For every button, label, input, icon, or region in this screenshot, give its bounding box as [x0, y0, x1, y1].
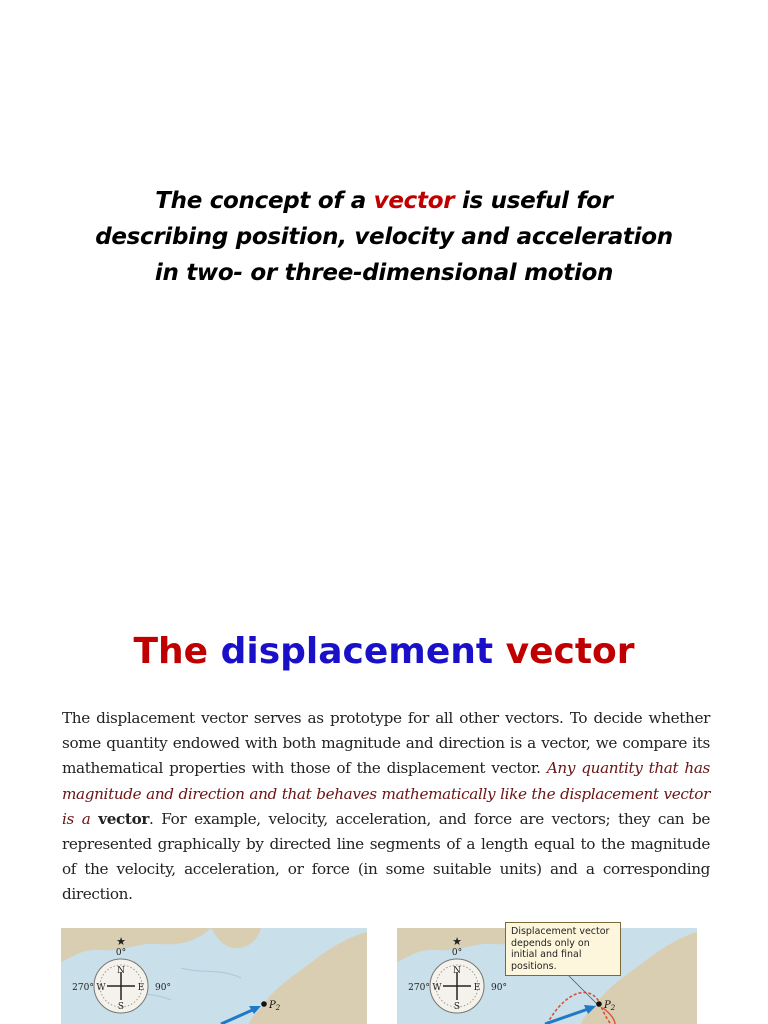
landmass-east [249, 932, 367, 1024]
landmass-island [211, 928, 261, 948]
displacement-callout: Displacement vector depends only on initial and final positions. [505, 922, 621, 976]
title-word-displacement: displacement [220, 631, 494, 672]
compass-w-label: W [96, 983, 106, 993]
compass-e-label: E [137, 983, 145, 993]
textbook-excerpt [62, 706, 710, 908]
excerpt-sentence-2: . For example, velocity, acceleration, and force are vectors; they can be represented graphically by directed line segments of a length equal to the magnitude of the velocity, acceleration, or force (in some suitable units) and a corresponding direction. [62, 809, 711, 904]
compass-n-label: N [117, 966, 125, 976]
title-word-the: The [133, 631, 209, 672]
compass-north-angle: 0° [451, 948, 463, 958]
compass-s-label: S [117, 1002, 125, 1012]
compass-north-angle: 0° [115, 948, 127, 958]
compass-east-angle: 90° [491, 983, 507, 993]
compass-n-label: N [453, 966, 461, 976]
map-figure-left [61, 928, 367, 1024]
map-illustration-left [61, 928, 367, 1024]
compass-e-label: E [473, 983, 481, 993]
intro-text-end: is useful for [454, 188, 613, 214]
north-star-icon: ★ [116, 935, 126, 948]
compass-west-angle: 270° [72, 983, 94, 993]
intro-line-3: in two- or three-dimensional motion [154, 260, 614, 286]
point-p2 [596, 1001, 602, 1007]
excerpt-sentence-1: The displacement vector serves as prototype for all other vectors. To decide whether some quantity endowed with both magnitude and direction is a vector, we compare its mathematical properties with those of the displacement vector. [62, 709, 710, 778]
landmass-north [61, 928, 211, 962]
compass-w-label: W [432, 983, 442, 993]
compass-east-angle: 90° [155, 983, 171, 993]
intro-statement [60, 183, 708, 291]
north-star-icon: ★ [452, 935, 462, 948]
intro-line-2: describing position, velocity and acceleration [95, 224, 673, 250]
compass-west-angle: 270° [408, 983, 430, 993]
section-title [0, 628, 768, 676]
point-p2 [261, 1001, 267, 1007]
title-word-vector: vector [505, 631, 635, 672]
point-p2-label: $P_2$ [604, 1000, 616, 1012]
intro-highlight-vector: vector [373, 188, 455, 214]
excerpt-italic-definition: Any quantity that has magnitude and direction and that behaves mathematically like the displacement vector is a [62, 759, 711, 828]
compass-s-label: S [453, 1002, 461, 1012]
intro-text-start: The concept of a [155, 188, 374, 214]
point-p2-label: $P_2$ [269, 1000, 281, 1012]
excerpt-bold-vector: vector [98, 809, 150, 828]
